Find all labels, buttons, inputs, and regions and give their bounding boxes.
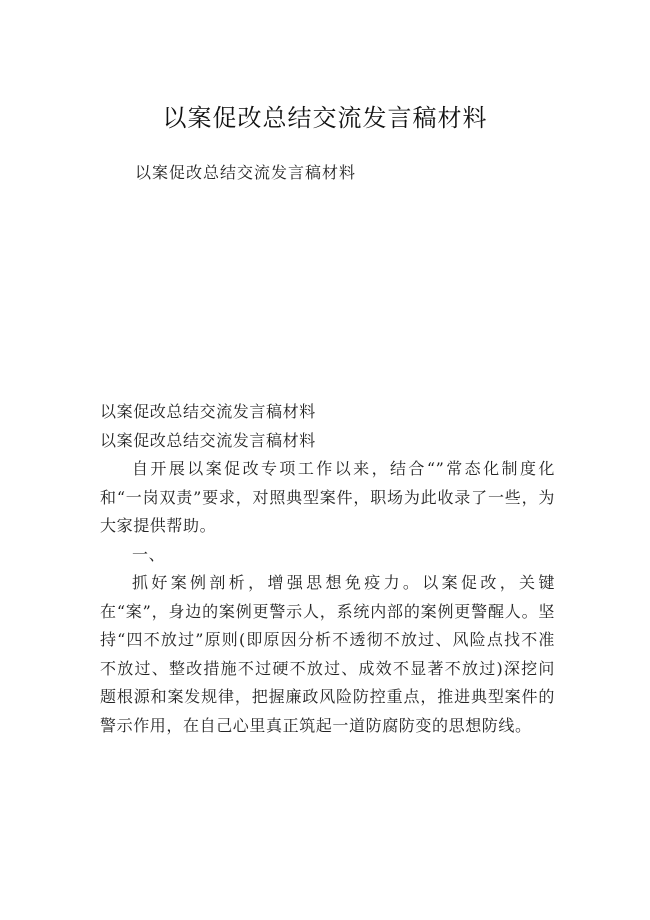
section-number: 一、: [132, 544, 166, 564]
document-title: 以案促改总结交流发言稿材料: [162, 104, 488, 132]
heading-repeat: 以案促改总结交流发言稿材料: [100, 430, 316, 450]
document-subtitle: 以案促改总结交流发言稿材料: [135, 163, 357, 182]
heading-repeat: 以案促改总结交流发言稿材料: [100, 402, 316, 421]
section-1-paragraph: 抓好案例剖析，增强思想免疫力。以案促改，关键在“案”，身边的案例更警示人，系统内部的案例更警醒人。坚持“四不放过”原则(即原因分析不透彻不放过、风险点找不准不放过、整改措施不过硬不放过、成效不显著不放过)深挖问题根源和案发规律，把握廉政风险防控重点，推进典型案件的警示作用，在自己心里真正筑起一道防腐防变的思想防线。: [100, 573, 555, 735]
document-body: [100, 398, 555, 740]
intro-paragraph: 自开展以案促改专项工作以来，结合“”常态化制度化和“一岗双责”要求，对照典型案件，职场为此收录了一些，为大家提供帮助。: [100, 459, 555, 535]
